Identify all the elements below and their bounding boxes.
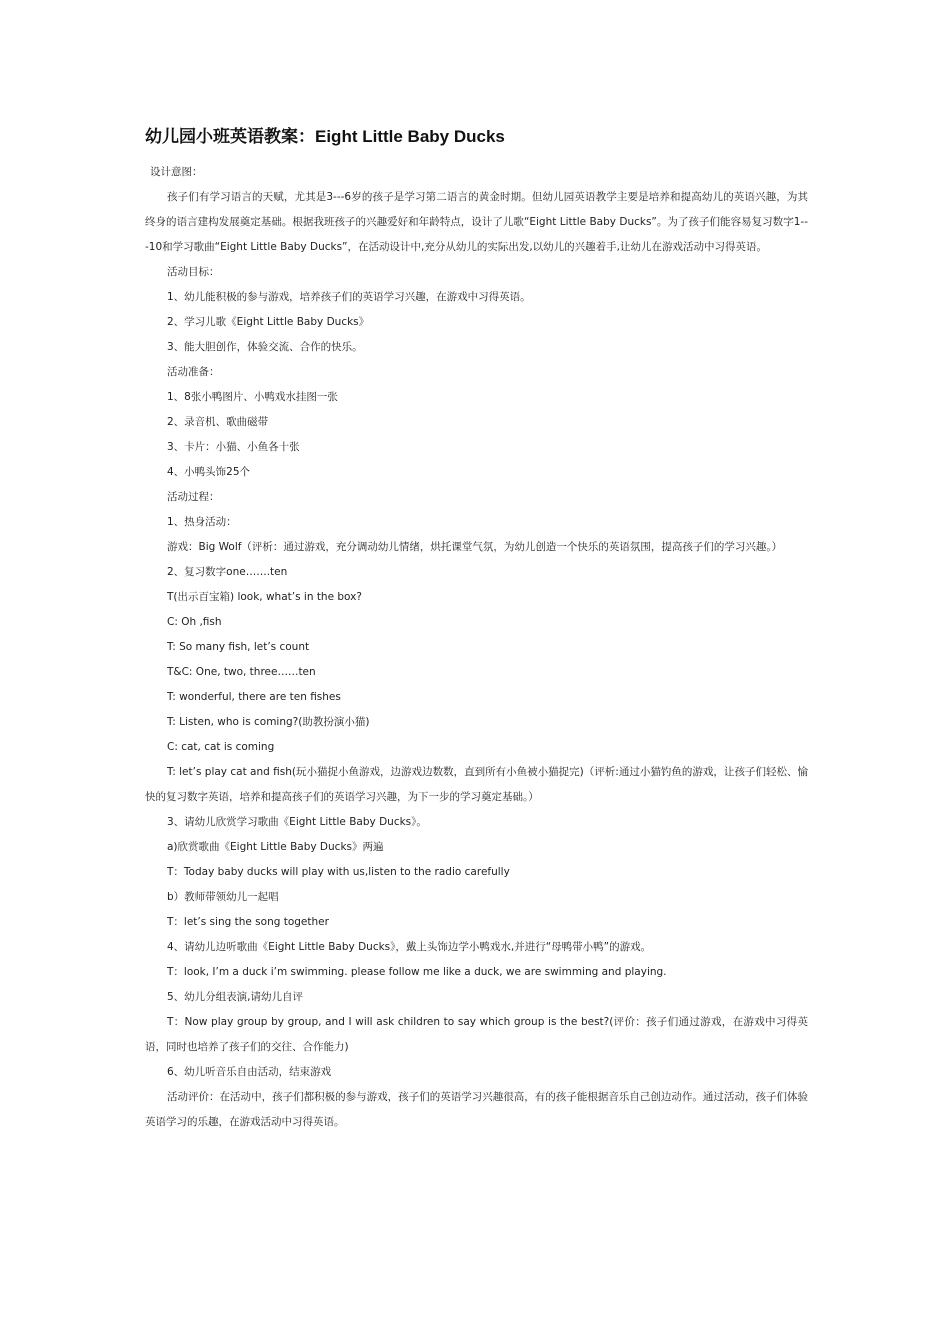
dialogue-line: T：let’s sing the song together: [167, 916, 329, 928]
objective-item: 2、学习儿歌《Eight Little Baby Ducks》: [167, 316, 370, 328]
dialogue-line: T&C: One, two, three……ten: [167, 666, 316, 678]
evaluation-paragraph: 活动评价：在活动中，孩子们都积极的参与游戏，孩子们的英语学习兴趣很高，有的孩子能根据音乐自己创边动作。通过活动，孩子们体验英语学习的乐趣，在游戏活动中习得英语。: [145, 1091, 808, 1128]
preparation-item: 2、录音机、歌曲磁带: [167, 416, 269, 428]
preparation-item: 4、小鸭头饰25个: [167, 466, 251, 478]
process-step: 2、复习数字one…….ten: [167, 566, 288, 578]
objective-item: 3、能大胆创作，体验交流、合作的快乐。: [167, 341, 363, 353]
process-step: 3、请幼儿欣赏学习歌曲《Eight Little Baby Ducks》。: [167, 816, 427, 828]
section-heading-objectives: 活动目标：: [167, 266, 220, 278]
process-line: 游戏：Big Wolf（评析：通过游戏，充分调动幼儿情绪，烘托课堂气氛，为幼儿创造一个快乐的英语氛围，提高孩子们的学习兴趣。）: [167, 541, 783, 553]
dialogue-line: T：Now play group by group, and I will ask children to say which group is the best?(评价：孩子们通过游戏，在游戏中习得英语，同时也培养了孩子们的交往、合作能力): [145, 1016, 808, 1053]
dialogue-line: T: Listen, who is coming?(助教扮演小猫): [167, 716, 370, 728]
paragraph-design-intent-body: 孩子们有学习语言的天赋，尤其是3---6岁的孩子是学习第二语言的黄金时期。但幼儿园英语教学主要是培养和提高幼儿的英语兴趣，为其终身的语言建构发展奠定基础。根据我班孩子的兴趣爱好和年龄特点，设计了儿歌“Eight Little Baby Ducks”。为了孩子们能容易复习数字1---10和学习歌曲“Eight Little Baby Ducks”，在活动设计中,充分从幼儿的实际出发,以幼儿的兴趣着手,让幼儿在游戏活动中习得英语。: [145, 191, 808, 253]
dialogue-line: T: wonderful, there are ten fishes: [167, 691, 341, 703]
process-step: 5、幼儿分组表演,请幼儿自评: [167, 991, 304, 1003]
dialogue-line: C: cat, cat is coming: [167, 741, 275, 753]
preparation-item: 3、卡片：小猫、小鱼各十张: [167, 441, 300, 453]
section-heading-process: 活动过程：: [167, 491, 220, 503]
process-line: b）教师带领幼儿一起唱: [167, 891, 279, 903]
document-title: 幼儿园小班英语教案：Eight Little Baby Ducks: [145, 127, 505, 146]
section-heading-preparation: 活动准备：: [167, 366, 220, 378]
process-step: 1、热身活动：: [167, 516, 237, 528]
dialogue-line: T(出示百宝箱) look, what’s in the box?: [167, 591, 362, 603]
process-line: a)欣赏歌曲《Eight Little Baby Ducks》两遍: [167, 841, 384, 853]
dialogue-line: T：Today baby ducks will play with us,listen to the radio carefully: [167, 866, 510, 878]
process-step: 6、幼儿听音乐自由活动，结束游戏: [167, 1066, 332, 1078]
dialogue-line: T: let’s play cat and fish(玩小猫捉小鱼游戏，边游戏边数数，直到所有小鱼被小猫捉完)（评析:通过小猫钓鱼的游戏，让孩子们轻松、愉快的复习数字英语，培养和提高孩子们的英语学习兴趣，为下一步的学习奠定基础。）: [145, 766, 808, 803]
dialogue-line: T: So many fish, let’s count: [167, 641, 310, 653]
objective-item: 1、幼儿能积极的参与游戏，培养孩子们的英语学习兴趣，在游戏中习得英语。: [167, 291, 531, 303]
dialogue-line: C: Oh ,fish: [167, 616, 222, 628]
document-body: [145, 160, 808, 1135]
dialogue-line: T：look, I’m a duck i’m swimming. please follow me like a duck, we are swimming and playing.: [167, 966, 667, 978]
process-step: 4、请幼儿边听歌曲《Eight Little Baby Ducks》，戴上头饰边学小鸭戏水,并进行“母鸭带小鸭”的游戏。: [167, 941, 652, 953]
preparation-item: 1、8张小鸭图片、小鸭戏水挂图一张: [167, 391, 338, 403]
section-heading-design-intent: 设计意图：: [150, 166, 203, 178]
